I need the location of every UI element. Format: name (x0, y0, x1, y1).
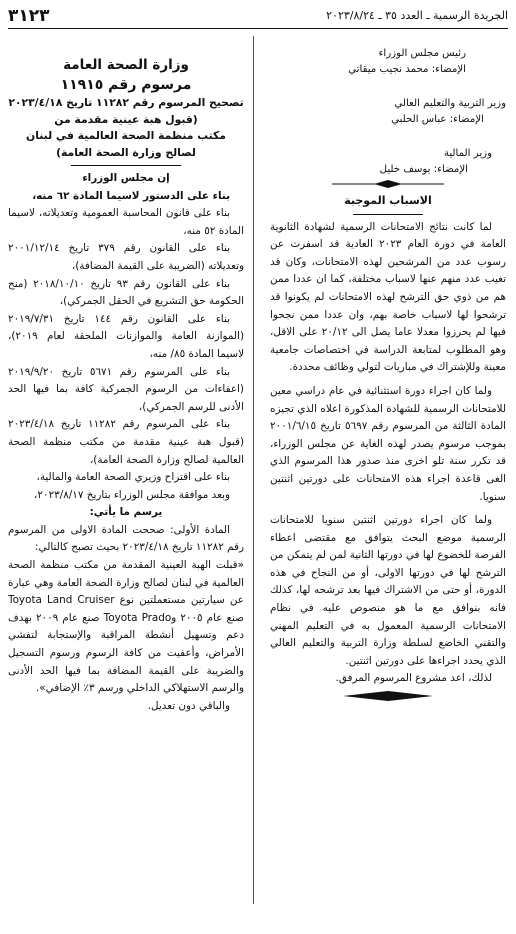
right-column (270, 34, 506, 702)
decrees-line: يرسم ما يأتي: (89, 506, 163, 519)
finance-minister-title: وزير المالية (443, 148, 492, 159)
subject-line-2: مكتب منظمة الصحة العالمية في لبنان (26, 129, 226, 142)
correction-line: تصحيح المرسوم رقم ١١٢٨٢ تاريخ ٢٠٢٣/٤/١٨ (8, 96, 244, 109)
subject-line-3: لصالح وزارة الصحة العامة) (56, 145, 196, 159)
pm-signature: الإمضاء: محمد نجيب ميقاتي (348, 64, 466, 75)
recital-7: بناء على اقتراح وزيري الصحة العامة والمالية، (36, 471, 230, 484)
reasons-paragraph-1: لما كانت نتائج الامتحانات الرسمية لشهادة الثانوية العامة في دورة العام ٢٠٢٣ العادية قد اسفرت عن رسوب عدد من المرشحين لهذه الامتحانات، وكان قد تغيب عدد منهم عنها لاسباب مختلفة، كما ان عددا ممن هم من ذوي حق الترشح لهذه الامتحانات لم يكونوا قد ترشحوا لها لاسباب خاصة بهم، وان عددا ممن نجحوا فيها لم يحرزوا معدلا عاما يصل الى ٢٠/١٢ على الاقل، وهو المطلوب لمتابعة الدراسة في اختصاصات جامعية معينة وللإشتراك في مباريات لتولي وظائف محددة. (270, 220, 506, 374)
recital-1: بناء على قانون المحاسبة العمومية وتعديلاته، لاسيما المادة ٥٢ منه، (8, 207, 244, 237)
page-number: ٣١٢٣ (8, 6, 50, 26)
subject-line-1: (قبول هبة عينية مقدمة من (54, 112, 198, 126)
left-column (8, 34, 244, 715)
reasons-paragraph-3: ولما كان اجراء دورتين اثنتين سنويا للامتحانات الرسمية موضع البحث يتوافق مع مقتضى اعطاء الفرصة للخضوع لها في دورتها الثانية لمن لم يتمكن من الترشح لها في دورتها الاولى، أو من النجاح في هذه الدورة، أو حتى من الاشتراك فيها بعد ترشحه لها، كذلك فانه بنوافق مع ما هو منصوص عليه في نظام الامتحانات الرسمية المعمول به في التعليم المهني والتقني الخاضع لسلطة وزارة التربية والتعليم العالي الذي يحدد اجراءها على دورتين اثنتين. (270, 514, 506, 667)
running-title: الجريدة الرسمية ـ العدد ٣٥ ـ ٢٠٢٣/٨/٢٤ (326, 9, 508, 22)
recital-2: بناء على القانون رقم ٣٧٩ تاريخ ٢٠٠١/١٢/١٤ وتعديلاته (الضريبة على القيمة المضافة)، (8, 242, 244, 272)
pm-title: رئيس مجلس الوزراء (378, 48, 466, 59)
end-ornament (333, 690, 443, 702)
section-ornament (328, 178, 448, 190)
recital-6: بناء على المرسوم رقم ١١٢٨٢ تاريخ ٢٠٢٣/٤/١٨ (قبول هبة عينية مقدمة من مكتب منظمة الصحة العالمية لصالح وزارة الصحة العامة)، (8, 418, 244, 466)
article-one: المادة الأولى: صححت المادة الاولى من المرسوم رقم ١١٢٨٢ تاريخ ٢٠٢٣/٤/١٨ بحيث تصبح كالتالي: (8, 523, 244, 554)
recital-3: بناء على القانون رقم ٩٣ تاريخ ٢٠١٨/١٠/١٠ (منح الحكومة حق التشريع في الحقل الجمركي)، (8, 277, 244, 308)
remaining-unchanged: والباقي دون تعديل. (147, 699, 230, 712)
page-header (8, 6, 508, 29)
heading-underline (353, 214, 423, 215)
quoted-article-text: «قبلت الهبة العينية المقدمة من مكتب منظمة الصحة العالمية في لبنان لصالح وزارة الصحة العامة وهي عبارة عن سيارتين مستعملتين نوع Toyota Land Cruiser صنع عام ٢٠٠٥ وToyota Prado صنع عام ٢٠٠٩ بهدف دعم وتسهيل أنشطة المراقبة والإستجابة لتفشي الأمراض، وأعفيت من كافة الرسوم ورسوم التسجيل والضريبة على القيمة المضافة بما فيها الحد الأدنى والرسم الاستهلاكي الداخلي ورسم ٣٪ الإضافي». (8, 559, 244, 695)
finance-minister-signature: الإمضاء: يوسف خليل (379, 164, 468, 175)
education-minister-title: وزير التربية والتعليم العالي (394, 98, 506, 109)
decree-number: مرسوم رقم ١١٩١٥ (60, 77, 192, 93)
reasons-heading: الاسباب الموجبة (344, 194, 432, 207)
reasons-paragraph-2: ولما كان اجراء دورة استثنائية في عام دراسي معين للامتحانات الرسمية للشهادة المذكورة اعلاه الذي تجيزه المادة الثالثة من المرسوم رقم ٥٦٩٧ تاريخ ٢٠٠١/٦/١٥ بموجب مرسوم يصدر لهذه الغاية عن مجلس الوزراء، قد تكرر سنة تلو اخرى منذ صدور هذا المرسوم الذي الغى قاعدة اجراء هذه الامتحانات على دورتين اثنتين سنويا. (270, 384, 507, 503)
council-line: إن مجلس الوزراء (82, 172, 170, 184)
recital-8: وبعد موافقة مجلس الوزراء بتاريخ ٢٠٢٣/٨/١٧، (34, 488, 230, 501)
recital-5: بناء على المرسوم رقم ٥٦٧١ تاريخ ٢٠١٩/٩/٢٠ (اعفاءات من الرسوم الجمركية كافة بما فيها الحد الأدنى للرسم الجمركي)، (8, 365, 244, 413)
reasons-conclusion: لذلك، اعد مشروع المرسوم المرفق. (335, 672, 492, 685)
constitution-basis: بناء على الدستور لاسيما المادة ٦٢ منه، (32, 189, 230, 202)
column-divider (253, 36, 254, 904)
education-minister-signature: الإمضاء: عباس الحلبي (391, 114, 484, 125)
recital-4: بناء على القانون رقم ١٤٤ تاريخ ٢٠١٩/٧/٣١ (الموازنة العامة والموازنات الملحقة لعام ٢٠١٩)، لاسيما المادة ٨٥/ منه، (8, 312, 244, 360)
ministry-title: وزارة الصحة العامة (63, 57, 189, 73)
title-rule (71, 165, 181, 166)
